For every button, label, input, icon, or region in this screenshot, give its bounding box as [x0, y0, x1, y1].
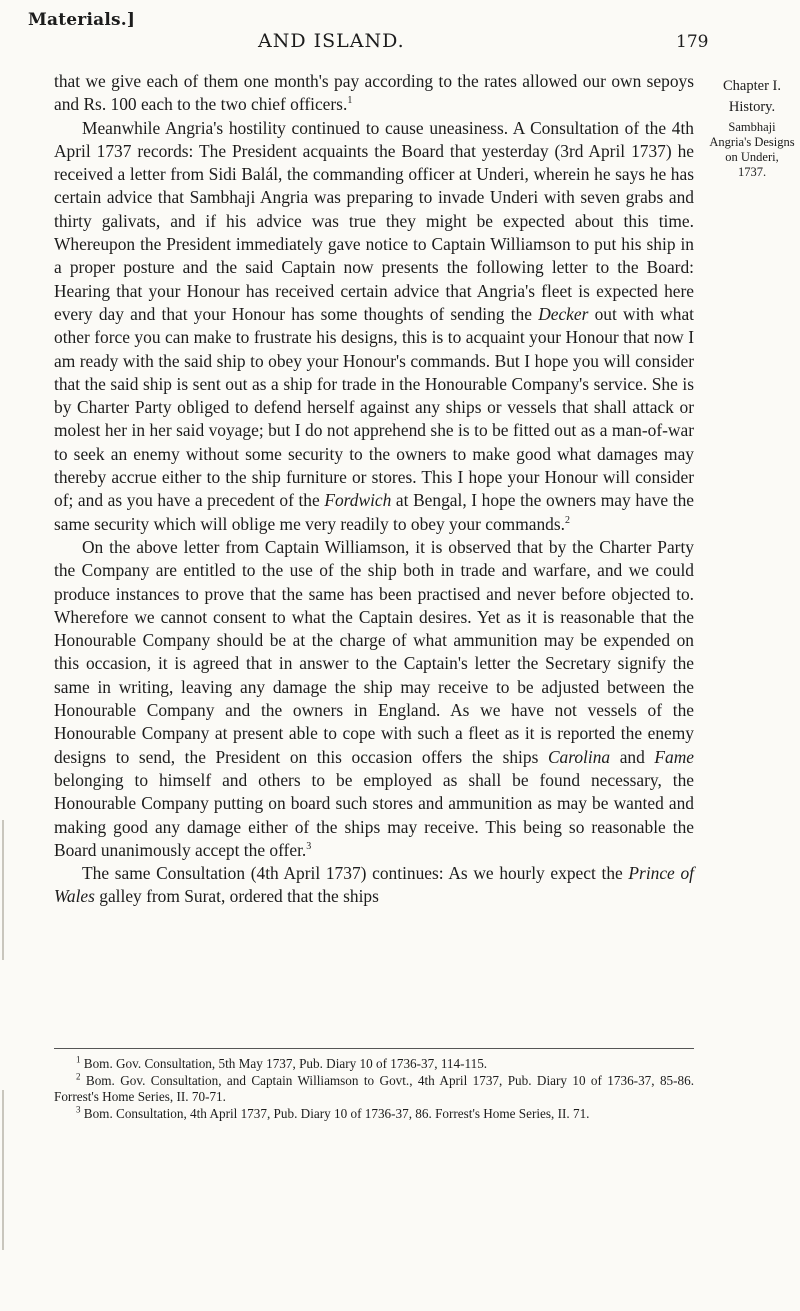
- paragraph-3-text-b: belonging to himself and others to be employed as shall be found necessary, the Honourable Company putting on board such stores and ammunition as may be wanted and making good any damage either of the ships may receive. This being so reasonable the Board unanimously accept the offer.: [54, 769, 694, 860]
- scan-edge-mark: [2, 1090, 4, 1250]
- footnote-text: Bom. Gov. Consultation, 5th May 1737, Pub. Diary 10 of 1736-37, 114-115.: [83, 1056, 488, 1071]
- paragraph-2-text-c: at Bengal, I hope the owners may have the same security which will oblige me very readily to obey your commands.: [54, 490, 695, 534]
- paragraph-2-text-a: Meanwhile Angria's hostility continued to cause uneasiness. A Consultation of the 4th April 1737 records: The President acquaints the Board that yesterday (3rd April 1737) he received a letter from Sidi Balál, the commanding officer at Underi, wherein he says he has certain advice that Sambhaji Angria was preparing to invade Underi with seven grabs and thirty galivats, and if his advice was true they might be expected about this time. Whereupon the President immediately gave notice to Captain Williamson to put his ship in a proper posture and the said Captain now presents the following letter to the Board: Hearing that your Honour has received certain advice that Angria's fleet is expected here every day and that your Honour has some thoughts of sending the: [54, 117, 694, 324]
- footnote-number: 3: [76, 1104, 81, 1115]
- ship-name-prince-of-wales: Prince of Wales: [54, 863, 694, 907]
- footnotes: [54, 1056, 694, 1122]
- footnote-number: 1: [76, 1054, 81, 1065]
- paragraph-3: [54, 536, 694, 862]
- margin-note: [706, 120, 798, 180]
- footnote-ref-2: 2: [564, 514, 570, 526]
- ship-name-fordwich: Fordwich: [324, 490, 392, 511]
- footnote-2: [54, 1073, 694, 1106]
- footnote-text: Bom. Consultation, 4th April 1737, Pub. Diary 10 of 1736-37, 86. Forrest's Home Series, II. 71.: [83, 1105, 590, 1121]
- paragraph-2-text-b: out with what other force you can make to frustrate his designs, this is to acquaint your Honour that now I am ready with the said ship to obey your Honour's commands. But I hope you will consider that the said ship is sent out as a ship for trade in the Honourable Company's service. She is by Charter Party obliged to defend herself against any ships or vessels that shall attack or molest her in her said voyage; but I do not apprehend she is to be fitted out as a man-of-war to seek an enemy without some security to the owners to make good what damages may thereby accrue either to the ship furniture or stores. This I hope your Honour will consider of; and as you have a precedent of the: [54, 303, 694, 511]
- margin-note-line: 1737.: [737, 165, 767, 179]
- paragraph-1: [54, 70, 694, 117]
- main-text: [54, 70, 694, 909]
- ship-name-decker: Decker: [538, 303, 589, 324]
- ship-name-carolina: Carolina: [547, 746, 611, 767]
- corner-label: Materials.]: [28, 10, 136, 30]
- margin-note-line: on Underi,: [725, 150, 779, 164]
- paragraph-3-text-a: On the above letter from Captain Williamson, it is observed that by the Charter Party the Company are entitled to the use of the ship both in trade and warfare, and we could produce instances to prove that the same has been practised and never before objected to. Wherefore we cannot consent to what the Captain desires. Yet as it is reasonable that the Honourable Company should be at the charge of what ammunition may be expended on this occasion, it is agreed that in answer to the Captain's letter the Secretary signify the same in writing, leaving any damage the ship may receive to be adjusted between the Honourable Company and the owners in England. As we have not vessels of the Honourable Company at present able to cope with such a fleet as it is reported the enemy designs to send, the President on this occasion offers the ships: [54, 536, 694, 767]
- paragraph-1-text: that we give each of them one month's pay according to the rates allowed our own sepoys and Rs. 100 each to the two chief officers.: [54, 71, 694, 115]
- margin-note-line: Sambhaji: [728, 120, 776, 134]
- footnote-ref-1: 1: [347, 95, 353, 107]
- footnote-3: [54, 1106, 694, 1123]
- page-number: 179: [676, 32, 709, 52]
- chapter-label: Chapter I.: [723, 78, 781, 94]
- margin-sidebar: [706, 77, 798, 180]
- ship-name-fame: Fame: [654, 746, 694, 767]
- footnote-ref-3: 3: [306, 841, 312, 852]
- paragraph-4: [54, 862, 694, 909]
- scan-edge-mark: [2, 820, 4, 960]
- paragraph-2: [54, 117, 694, 536]
- paragraph-4-text-a: The same Consultation (4th April 1737) continues: As we hourly expect the: [82, 863, 629, 884]
- paragraph-4-text-b: galley from Surat, ordered that the ships: [94, 886, 379, 907]
- margin-note-line: Angria's Designs: [709, 135, 795, 149]
- footnote-divider: [54, 1048, 694, 1049]
- section-label: History.: [728, 99, 776, 115]
- footnote-1: [54, 1056, 694, 1073]
- paragraph-3-and: and: [610, 746, 655, 767]
- footnote-text: Bom. Gov. Consultation, and Captain Williamson to Govt., 4th April 1737, Pub. Diary 10 of 1736-37, 85-86. Forrest's Home Series, II. 70-71.: [54, 1072, 695, 1104]
- footnote-number: 2: [76, 1071, 81, 1082]
- running-title: AND ISLAND.: [258, 30, 405, 52]
